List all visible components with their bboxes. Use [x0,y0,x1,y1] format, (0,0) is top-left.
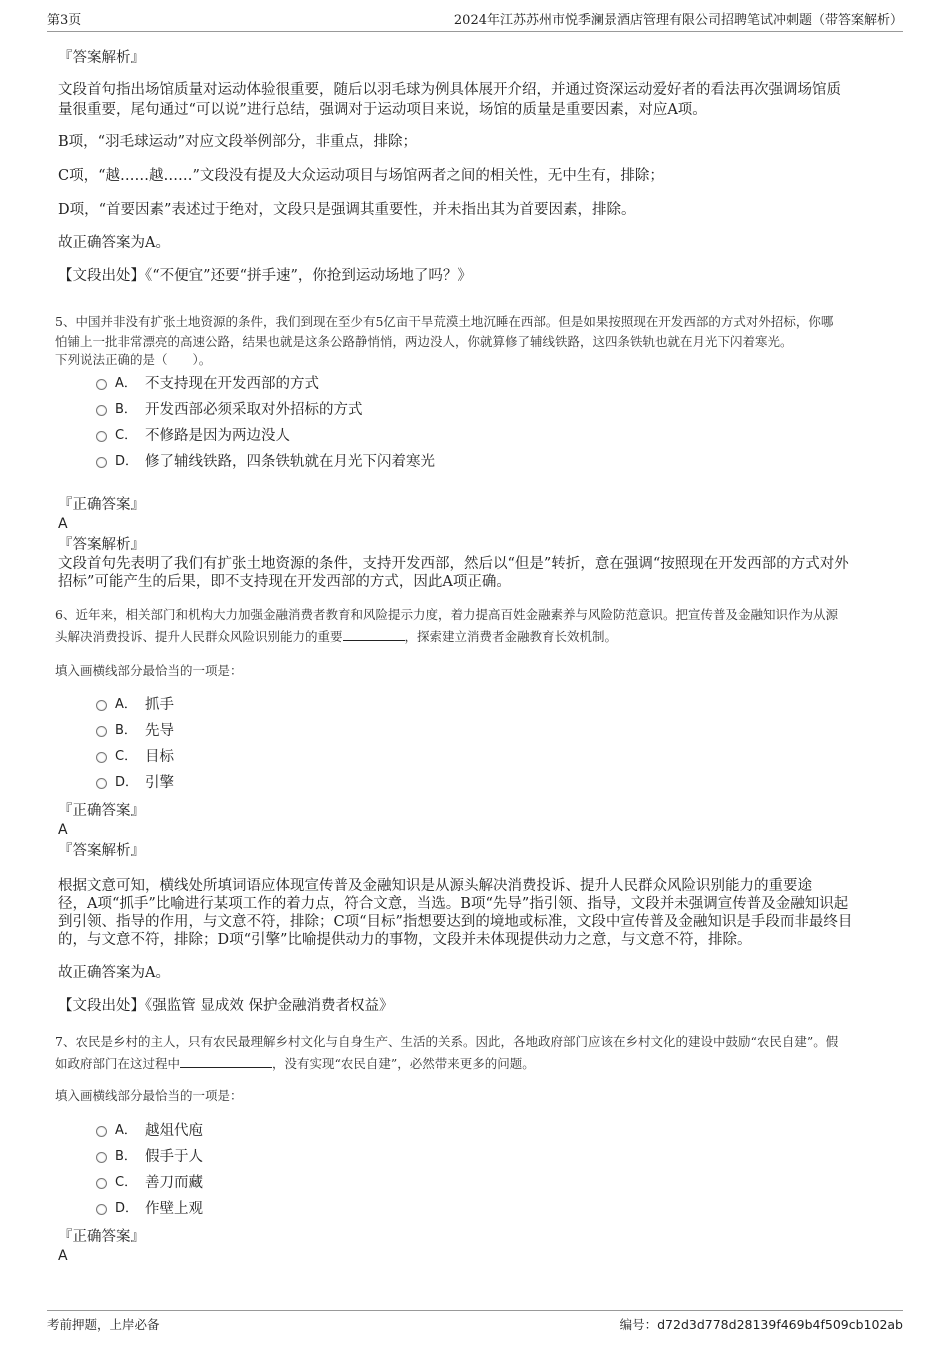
q6-stem-part: 头解决消费投诉、提升人民群众风险识别能力的重要 [55,629,343,644]
q7-option-d[interactable] [96,1199,203,1219]
footer-code-block [620,1315,903,1333]
footer-code-label: 编号： [619,1317,658,1332]
q6-analysis-line: 到引领、指导的作用，与文意不符，排除；C项“目标”指想要达到的境地或标准，文段中宣传普及金融知识是手段而非最终目 [58,914,853,930]
q5-answer: A [58,516,68,532]
option-key: D． [115,1201,139,1216]
radio-icon[interactable] [96,379,107,390]
radio-icon[interactable] [96,778,107,789]
fill-blank [180,1055,272,1068]
q6-analysis-line: 径，A项“抓手”比喻进行某项工作的着力点，符合文意，当选。B项“先导”指引领、指导，文段并未强调宣传普及金融知识起 [58,896,849,912]
q6-answer-label: 『正确答案』 [58,803,145,819]
radio-icon[interactable] [96,1204,107,1215]
radio-icon[interactable] [96,752,107,763]
option-text: 修了辅线铁路，四条铁轨就在月光下闪着寒光 [145,454,435,470]
q6-stem-line2 [55,627,895,647]
option-text: 不修路是因为两边没人 [145,428,290,444]
option-key: C． [115,1175,138,1190]
q5-analysis-label: 『答案解析』 [58,537,145,553]
option-text: 假手于人 [145,1149,203,1165]
option-key: A． [115,697,137,712]
option-text: 作壁上观 [145,1201,203,1217]
q6-analysis-line: 根据文意可知，横线处所填词语应体现宣传普及金融知识是从源头解决消费投诉、提升人民群众风险识别能力的重要途 [58,878,812,894]
q7-option-b[interactable] [96,1147,203,1167]
q6-source: 【文段出处】《强监管 显成效 保护金融消费者权益》 [58,998,394,1014]
footer-code: d72d3d778d28139f469b4f509cb102ab [657,1317,903,1332]
option-key: B． [115,723,137,738]
q5-stem-line: 5、中国并非没有扩张土地资源的条件，我们到现在至少有5亿亩干旱荒漠土地沉睡在西部。但是如果按照现在开发西部的方式对外招标，你哪 [55,314,834,329]
q6-option-d[interactable] [96,773,174,793]
option-text: 越俎代庖 [145,1123,203,1139]
option-key: B． [115,402,137,417]
q4-analysis-line: 文段首句指出场馆质量对运动体验很重要，随后以羽毛球为例具体展开介绍，并通过资深运动爱好者的看法再次强调场馆质 [58,82,841,98]
q5-question: 下列说法正确的是（ ）。 [55,352,212,367]
q5-option-b[interactable] [96,400,363,420]
q5-option-d[interactable] [96,452,435,472]
q6-option-c[interactable] [96,747,174,767]
radio-icon[interactable] [96,700,107,711]
q5-answer-label: 『正确答案』 [58,497,145,513]
q5-option-a[interactable] [96,374,319,394]
option-key: B． [115,1149,137,1164]
q6-answer: A [58,822,68,838]
option-text: 引擎 [145,775,174,791]
fill-blank [343,628,405,641]
option-key: A． [115,1123,137,1138]
option-key: D． [115,454,139,469]
q6-analysis-line: 的，与文意不符，排除；D项“引擎”比喻提供动力的事物，文段并未体现提供动力之意，与文意不符，排除。 [58,932,752,948]
q5-analysis-line: 文段首句先表明了我们有扩张土地资源的条件，支持开发西部，然后以“但是”转折，意在强调“按照现在开发西部的方式对外 [58,556,849,572]
q5-analysis-line: 招标”可能产生的后果，即不支持现在开发西部的方式，因此A项正确。 [58,574,511,590]
q4-analysis-line: 量很重要，尾句通过“可以说”进行总结，强调对于运动项目来说，场馆的质量是重要因素，对应A项。 [58,102,707,118]
radio-icon[interactable] [96,457,107,468]
footer-slogan: 考前押题，上岸必备 [47,1317,160,1332]
q6-prompt: 填入画横线部分最恰当的一项是： [55,663,243,678]
q6-option-a[interactable] [96,695,174,715]
q4-option-d-note: D项，“首要因素”表述过于绝对，文段只是强调其重要性，并未指出其为首要因素，排除。 [58,202,636,218]
page-footer [47,1310,903,1333]
page-header [47,8,903,32]
option-key: A． [115,376,137,391]
option-key: C． [115,428,138,443]
radio-icon[interactable] [96,405,107,416]
q4-analysis-label: 『答案解析』 [58,50,145,66]
page-number: 第3页 [47,13,82,28]
q7-option-a[interactable] [96,1121,203,1141]
q6-conclusion: 故正确答案为A。 [58,965,170,981]
radio-icon[interactable] [96,726,107,737]
option-text: 抓手 [145,697,174,713]
radio-icon[interactable] [96,431,107,442]
q7-answer-label: 『正确答案』 [58,1229,145,1245]
q5-stem-line: 怕铺上一批非常漂亮的高速公路，结果也就是这条公路静悄悄，两边没人，你就算修了辅线铁路，这四条铁轨也就在月光下闪着寒光。 [55,334,793,349]
option-text: 善刀而藏 [145,1175,203,1191]
option-key: D． [115,775,139,790]
q4-option-c-note: C项，“越……越……”文段没有提及大众运动项目与场馆两者之间的相关性，无中生有，排除； [58,168,664,184]
radio-icon[interactable] [96,1178,107,1189]
q7-stem-part: 如政府部门在这过程中 [55,1056,181,1071]
q7-stem-line2 [55,1054,895,1074]
q7-prompt: 填入画横线部分最恰当的一项是： [55,1088,243,1103]
q6-analysis-label: 『答案解析』 [58,843,145,859]
q7-stem-line: 7、农民是乡村的主人，只有农民最理解乡村文化与自身生产、生活的关系。因此，各地政府部门应该在乡村文化的建设中鼓励“农民自建”。假 [55,1034,839,1049]
radio-icon[interactable] [96,1152,107,1163]
option-text: 不支持现在开发西部的方式 [145,376,319,392]
q4-conclusion: 故正确答案为A。 [58,235,170,251]
q5-option-c[interactable] [96,426,290,446]
radio-icon[interactable] [96,1126,107,1137]
q6-stem-part: ，探索建立消费者金融教育长效机制。 [404,629,618,644]
option-text: 开发西部必须采取对外招标的方式 [145,402,363,418]
q7-option-c[interactable] [96,1173,203,1193]
q7-answer: A [58,1248,68,1264]
q4-source: 【文段出处】《“不便宜”还要“拼手速”，你抢到运动场地了吗？》 [58,268,472,284]
q7-stem-part: ，没有实现“农民自建”，必然带来更多的问题。 [272,1056,535,1071]
document-title: 2024年江苏苏州市悦季澜景酒店管理有限公司招聘笔试冲刺题（带答案解析） [453,13,903,28]
option-key: C． [115,749,138,764]
q6-option-b[interactable] [96,721,174,741]
option-text: 目标 [145,749,174,765]
option-text: 先导 [145,723,174,739]
q6-stem-line: 6、近年来，相关部门和机构大力加强金融消费者教育和风险提示力度，着力提高百姓金融素养与风险防范意识。把宣传普及金融知识作为从源 [55,607,838,622]
q4-option-b-note: B项，“羽毛球运动”对应文段举例部分，非重点，排除； [58,134,417,150]
